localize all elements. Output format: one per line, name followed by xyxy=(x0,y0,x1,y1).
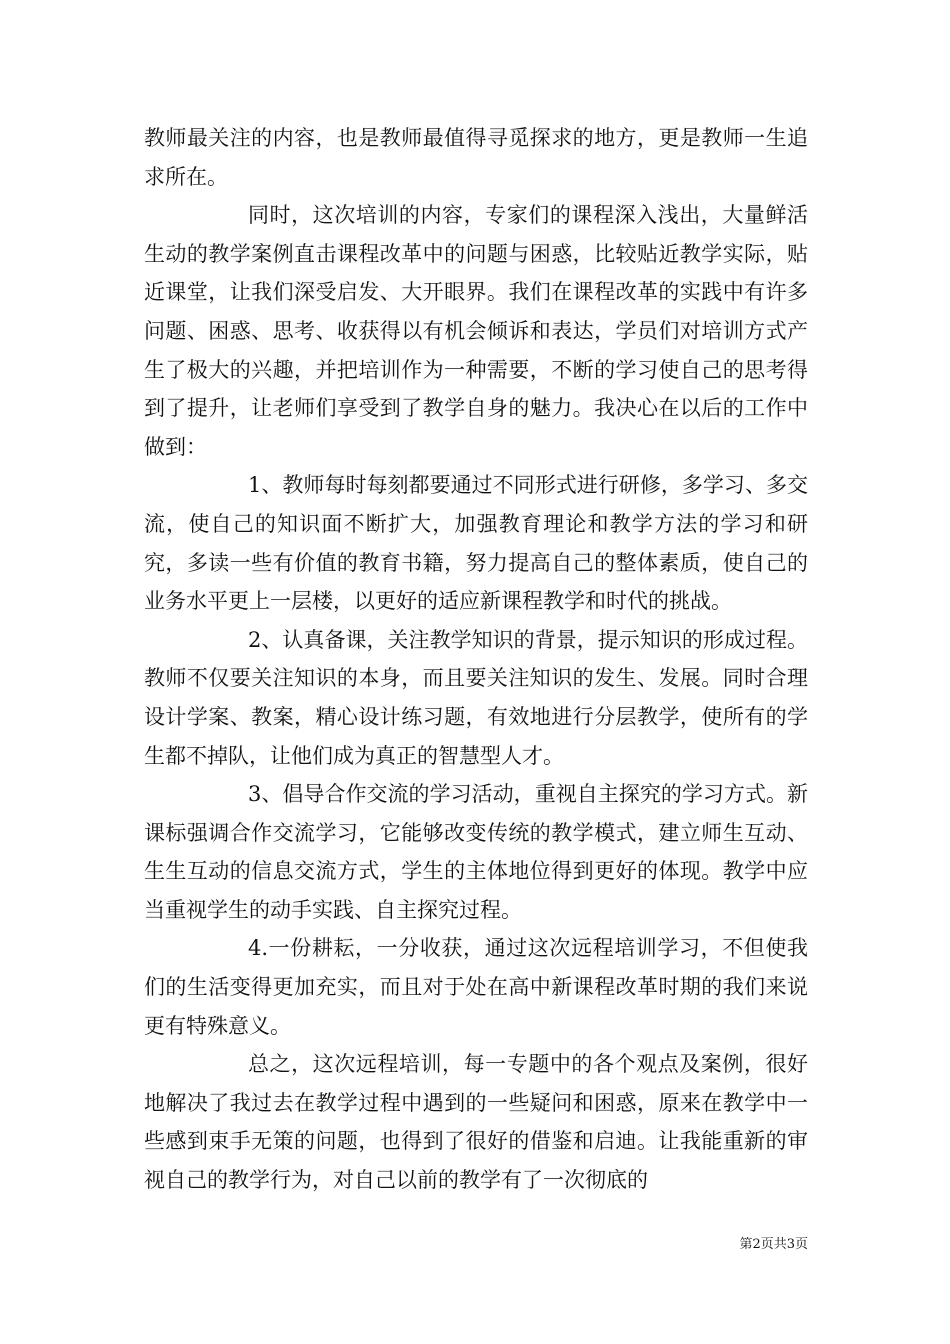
document-body xyxy=(144,119,808,1200)
page-number-footer: 第2页共3页 xyxy=(739,1237,808,1252)
paragraph-item-1: 1、教师每时每刻都要通过不同形式进行研修，多学习、多交流，使自己的知识面不断扩大，加强教育理论和教学方法的学习和研究，多读一些有价值的教育书籍，努力提高自己的整体素质，使自己的业务水平更上一层楼，以更好的适应新课程教学和时代的挑战。 xyxy=(144,473,808,614)
paragraph-summary: 总之，这次远程培训，每一专题中的各个观点及案例，很好地解决了我过去在教学过程中遇到的一些疑问和困惑，原来在教学中一些感到束手无策的问题，也得到了很好的借鉴和启迪。让我能重新的审视自己的教学行为，对自己以前的教学有了一次彻底的 xyxy=(144,1052,808,1193)
paragraph-training-content: 同时，这次培训的内容，专家们的课程深入浅出，大量鲜活生动的教学案例直击课程改革中的问题与困惑，比较贴近教学实际，贴近课堂，让我们深受启发、大开眼界。我们在课程改革的实践中有许多问题、困惑、思考、收获得以有机会倾诉和表达，学员们对培训方式产生了极大的兴趣，并把培训作为一种需要，不断的学习使自己的思考得到了提升，让老师们享受到了教学自身的魅力。我决心在以后的工作中做到： xyxy=(144,203,808,459)
paragraph-item-4: 4.一份耕耘，一分收获，通过这次远程培训学习，不但使我们的生活变得更加充实，而且对于处在高中新课程改革时期的我们来说更有特殊意义。 xyxy=(144,936,808,1038)
paragraph-item-2: 2、认真备课，关注教学知识的背景，提示知识的形成过程。教师不仅要关注知识的本身，而且要关注知识的发生、发展。同时合理设计学案、教案，精心设计练习题，有效地进行分层教学，使所有的学生都不掉队，让他们成为真正的智慧型人才。 xyxy=(144,627,808,768)
paragraph-item-3: 3、倡导合作交流的学习活动，重视自主探究的学习方式。新课标强调合作交流学习，它能够改变传统的教学模式，建立师生互动、生生互动的信息交流方式，学生的主体地位得到更好的体现。教学中应当重视学生的动手实践、自主探究过程。 xyxy=(144,782,808,922)
paragraph-continuation: 教师最关注的内容，也是教师最值得寻觅探求的地方，更是教师一生追求所在。 xyxy=(144,126,808,189)
